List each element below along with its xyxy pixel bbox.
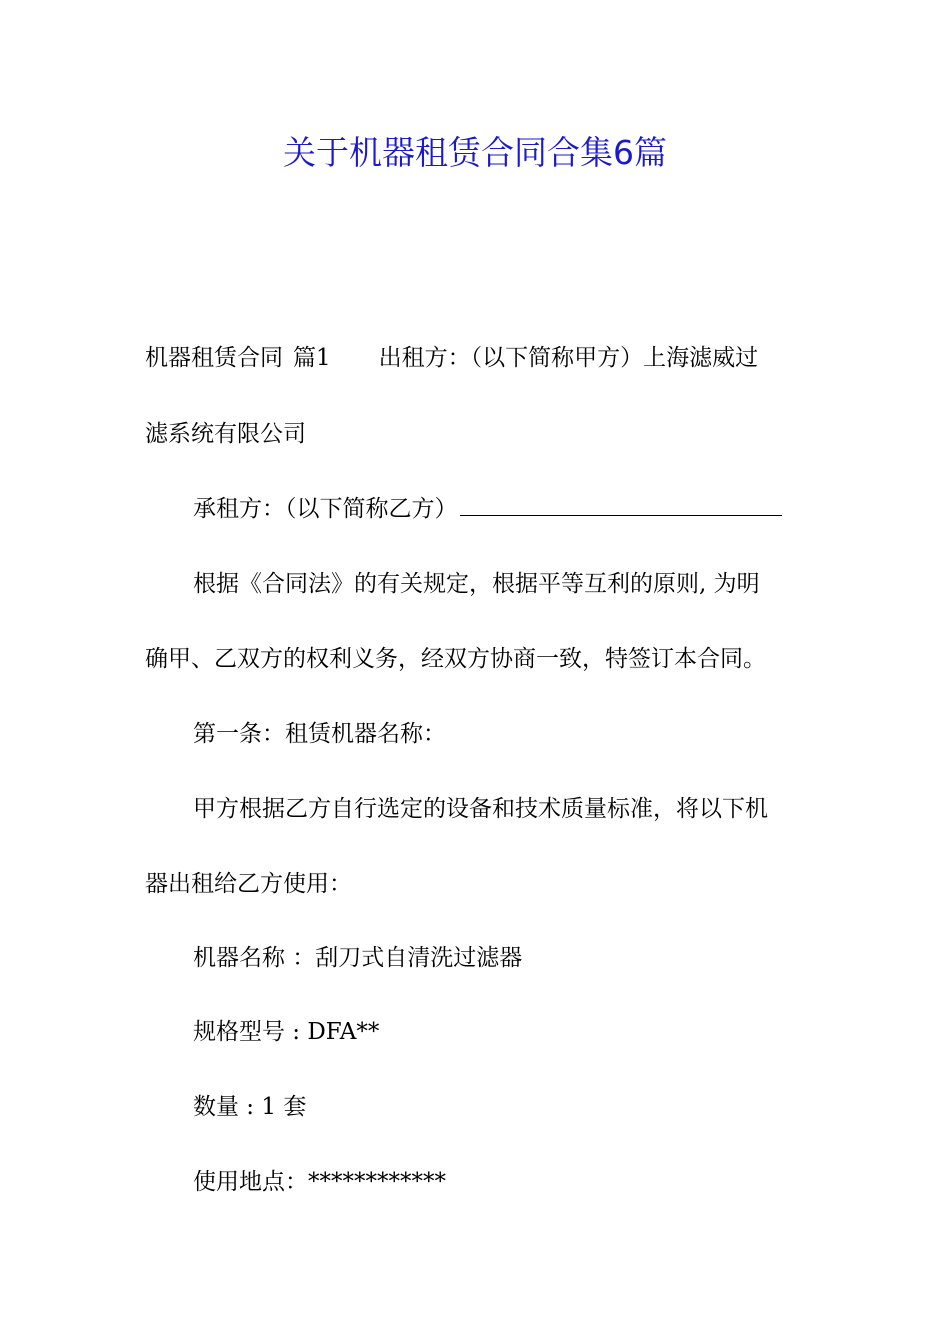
lessee-line xyxy=(193,494,782,524)
lessee-blank xyxy=(460,495,782,516)
preamble-line-1: 根据《合同法》的有关规定，根据平等互利的原则, 为明 xyxy=(193,571,760,597)
section-heading: 机器租赁合同 xyxy=(145,345,283,371)
article1-text-line-1: 甲方根据乙方自行选定的设备和技术质量标准，将以下机 xyxy=(193,796,768,822)
article1-text-line-2: 器出租给乙方使用： xyxy=(145,871,352,897)
lessor-line-end: 滤系统有限公司 xyxy=(145,421,306,447)
lessee-label: 承租方：（以下简称乙方） xyxy=(193,496,458,522)
preamble-line-2: 确甲、乙双方的权利义务，经双方协商一致，特签订本合同。 xyxy=(145,646,766,672)
machine-name: 机器名称 ：刮刀式自清洗过滤器 xyxy=(193,945,523,971)
usage-location: 使用地点：************ xyxy=(193,1169,446,1195)
machine-quantity: 数量 : 1 套 xyxy=(193,1094,307,1120)
document-title: 关于机器租赁合同合集6篇 xyxy=(283,133,667,172)
section-first-line xyxy=(145,343,807,373)
machine-model: 规格型号 : DFA** xyxy=(193,1019,380,1045)
article1-heading: 第一条：租赁机器名称： xyxy=(193,721,446,747)
lessor-line-start: 出租方：（以下简称甲方）上海滤威过 xyxy=(378,345,759,371)
section-number: 篇1 xyxy=(293,345,331,371)
